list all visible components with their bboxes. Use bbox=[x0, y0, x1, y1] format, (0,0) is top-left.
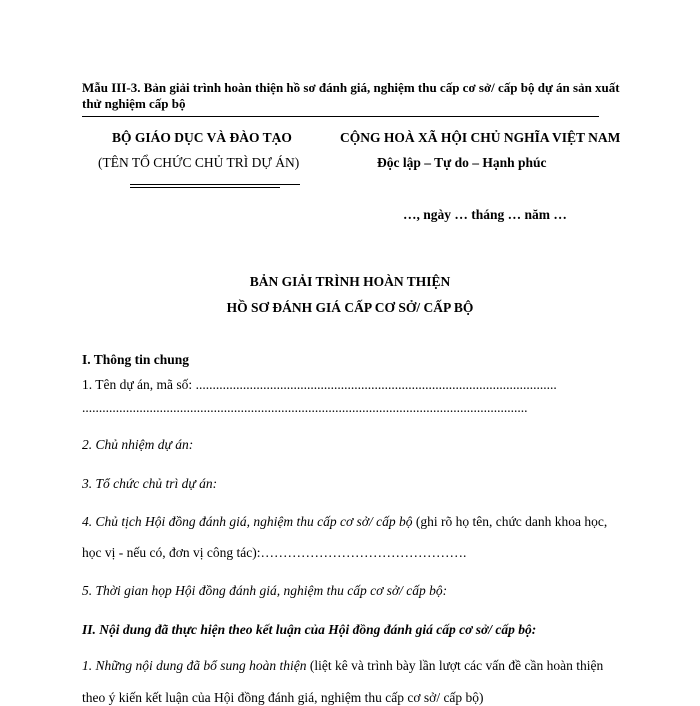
left-header-rule-inner bbox=[130, 187, 280, 188]
completed-content-line2: theo ý kiến kết luận của Hội đồng đánh giá, nghiệm thu cấp cơ sở/ cấp bộ) bbox=[82, 690, 484, 705]
council-chair-label: 4. Chủ tịch Hội đồng đánh giá, nghiệm thu cấp cơ sở/ cấp bộ bbox=[82, 514, 413, 529]
council-chair-note: (ghi rõ họ tên, chức danh khoa học, bbox=[412, 514, 608, 529]
title-underline bbox=[82, 116, 599, 117]
project-name-dots-line2: .................................................................................................................................... bbox=[82, 400, 528, 415]
completed-content-note: (liệt kê và trình bày lần lượt các vấn đề cần hoàn thiện bbox=[306, 658, 604, 673]
date-line: …, ngày … tháng … năm … bbox=[403, 207, 567, 222]
ministry-name: BỘ GIÁO DỤC VÀ ĐÀO TẠO bbox=[112, 130, 292, 145]
document-title-line1: BẢN GIẢI TRÌNH HOÀN THIỆN bbox=[249, 274, 451, 289]
country-name: CỘNG HOÀ XÃ HỘI CHỦ NGHĨA VIỆT NAM bbox=[340, 130, 621, 145]
form-title: Mẫu III-3. Bản giải trình hoàn thiện hồ sơ đánh giá, nghiệm thu cấp cơ sở/ cấp bộ dự án sản xuất thử nghiệm cấp bộ bbox=[82, 80, 620, 111]
project-name-dots: ........................................................................................................... bbox=[195, 377, 557, 392]
host-organization-name: (TÊN TỔ CHỨC CHỦ TRÌ DỰ ÁN) bbox=[98, 155, 300, 170]
project-name-line bbox=[82, 377, 557, 393]
left-header-rule bbox=[130, 184, 300, 185]
document-title-line2: HỒ SƠ ĐÁNH GIÁ CẤP CƠ SỞ/ CẤP BỘ bbox=[226, 300, 474, 315]
section2-heading: II. Nội dung đã thực hiện theo kết luận của Hội đồng đánh giá cấp cơ sở/ cấp bộ: bbox=[82, 622, 537, 637]
project-leader-label: 2. Chủ nhiệm dự án: bbox=[82, 437, 194, 452]
completed-content-label: 1. Những nội dung đã bổ sung hoàn thiện bbox=[82, 658, 307, 673]
host-organization-label: 3. Tổ chức chủ trì dự án: bbox=[82, 476, 218, 491]
section1-heading: I. Thông tin chung bbox=[82, 352, 190, 367]
meeting-time-label: 5. Thời gian họp Hội đồng đánh giá, nghiệm thu cấp cơ sở/ cấp bộ: bbox=[82, 583, 448, 598]
national-motto: Độc lập – Tự do – Hạnh phúc bbox=[377, 155, 547, 170]
council-chair-line bbox=[82, 514, 607, 530]
project-name-label: 1. Tên dự án, mã số: bbox=[82, 377, 196, 392]
council-chair-line2: học vị - nếu có, đơn vị công tác):………………………………………. bbox=[82, 545, 467, 560]
completed-content-line bbox=[82, 658, 603, 674]
